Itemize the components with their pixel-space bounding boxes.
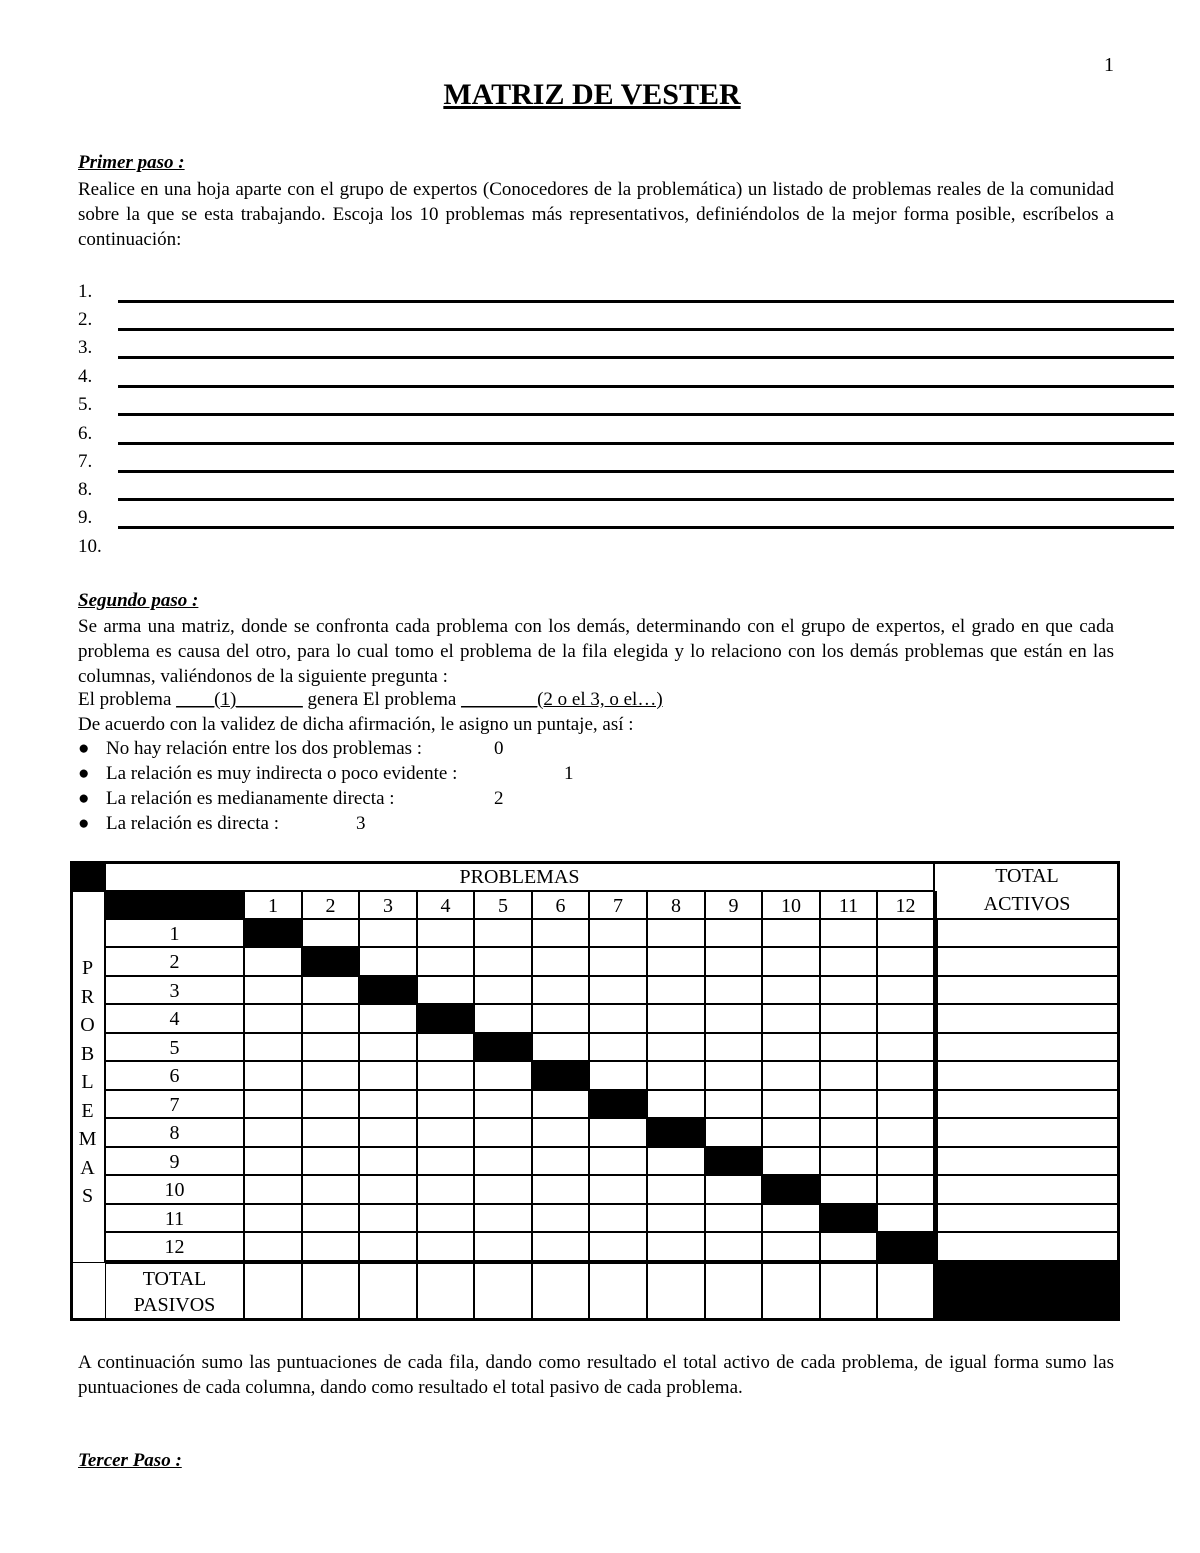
question-blank-2: ________(2 o el 3, o el…) [461,689,663,710]
bullet-icon: ● [78,788,90,809]
matrix-cell[interactable] [244,947,302,976]
matrix-cell[interactable] [244,1061,302,1090]
matrix-cell[interactable] [705,1033,762,1061]
matrix-cell[interactable] [589,1175,647,1204]
step1-heading: Primer paso : [78,152,185,173]
matrix-cell[interactable] [589,1033,647,1061]
column-header: 8 [647,891,705,919]
total-activo-cell[interactable] [937,1147,1120,1175]
matrix-cell[interactable] [762,1090,820,1118]
matrix-cell[interactable] [647,919,705,947]
diagonal-cell [474,1033,532,1061]
page-number: 1 [1104,54,1114,76]
total-corner-black [934,1261,1120,1321]
matrix-cell[interactable] [762,1118,820,1147]
matrix-cell[interactable] [359,919,417,947]
matrix-cell[interactable] [474,1061,532,1090]
row-separator [105,1089,934,1091]
column-header: 12 [877,891,934,919]
matrix-cell[interactable] [705,919,762,947]
matrix-cell[interactable] [705,947,762,976]
matrix-cell[interactable] [417,1175,474,1204]
matrix-cell[interactable] [244,1090,302,1118]
matrix-cell[interactable] [302,1004,359,1033]
total-activo-cell[interactable] [937,1232,1120,1261]
matrix-cell[interactable] [647,1204,705,1232]
problem-line-8[interactable] [118,498,1174,501]
total-activo-cell[interactable] [937,976,1120,1004]
problem-number-5: 5. [78,394,93,415]
side-letter: S [81,1185,94,1207]
matrix-cell[interactable] [647,1147,705,1175]
matrix-cell[interactable] [589,976,647,1004]
matrix-cell[interactable] [359,1033,417,1061]
problem-line-7[interactable] [118,470,1174,473]
matrix-cell[interactable] [820,1004,877,1033]
matrix-cell[interactable] [532,1090,589,1118]
matrix-cell[interactable] [647,1004,705,1033]
matrix-cell[interactable] [244,1033,302,1061]
diagonal-cell [532,1061,589,1090]
step1-text: Realice en una hoja aparte con el grupo de expertos (Conocedores de la problemática) un listado de problemas reales de la comunidad sobre la que se esta trabajando. Escoja los 10 problemas más representativos, definiéndolos de la mejor forma posible, escríbelos a continuación: [78,179,1114,250]
row-header: 5 [105,1033,244,1061]
total-pasivo-cell[interactable] [244,1261,302,1321]
matrix-cell[interactable] [359,1232,417,1261]
matrix-cell[interactable] [647,1033,705,1061]
side-letter: B [80,1042,95,1065]
matrix-cell[interactable] [877,919,934,947]
score-label: La relación es muy indirecta o poco evidente : [106,763,458,784]
column-header: 11 [820,891,877,919]
problem-number-8: 8. [78,479,93,500]
score-item [78,738,598,760]
total-pasivos-line1: TOTAL [142,1268,207,1290]
matrix-cell[interactable] [589,1061,647,1090]
column-header: 7 [589,891,647,919]
matrix-cell[interactable] [359,1090,417,1118]
problems-side-label [70,891,105,1263]
column-header: 3 [359,891,417,919]
matrix-cell[interactable] [474,1204,532,1232]
row-header: 9 [105,1147,244,1175]
matrix-cell[interactable] [417,1232,474,1261]
diagonal-cell [359,976,417,1004]
matrix-cell[interactable] [877,1147,934,1175]
problem-line-5[interactable] [118,413,1174,416]
total-pasivo-cell[interactable] [359,1261,417,1321]
diagonal-cell [820,1204,877,1232]
total-pasivos-header [105,1261,244,1321]
total-activos-line2: ACTIVOS [983,893,1071,915]
matrix-cell[interactable] [877,1175,934,1204]
matrix-cell[interactable] [589,1204,647,1232]
matrix-cell[interactable] [417,1147,474,1175]
problem-number-4: 4. [78,366,93,387]
total-activos-header [934,861,1120,919]
matrix-cell[interactable] [474,947,532,976]
total-activos-line1: TOTAL [995,865,1059,887]
matrix-cell[interactable] [877,976,934,1004]
score-intro: De acuerdo con la validez de dicha afirmación, le asigno un puntaje, así : [78,714,634,735]
matrix-cell[interactable] [532,976,589,1004]
matrix-cell[interactable] [762,1204,820,1232]
matrix-cell[interactable] [532,1004,589,1033]
matrix-cell[interactable] [302,1061,359,1090]
row-header: 12 [105,1232,244,1261]
matrix-cell[interactable] [705,1090,762,1118]
total-activo-cell[interactable] [937,1090,1120,1118]
matrix-cell[interactable] [820,1090,877,1118]
page-title: MATRIZ DE VESTER [443,78,741,111]
total-activo-cell[interactable] [937,1004,1120,1033]
matrix-cell[interactable] [532,1175,589,1204]
matrix-cell[interactable] [417,1090,474,1118]
matrix-cell[interactable] [820,1033,877,1061]
score-value: 3 [356,813,366,834]
matrix-cell[interactable] [244,1232,302,1261]
diagonal-cell [244,919,302,947]
question-middle: genera El problema [307,689,457,710]
total-pasivo-cell[interactable] [762,1261,820,1321]
step3-heading: Tercer Paso : [78,1450,182,1471]
matrix-cell[interactable] [647,1061,705,1090]
diagonal-cell [417,1004,474,1033]
matrix-cell[interactable] [359,1004,417,1033]
total-activo-cell[interactable] [937,1204,1120,1232]
matrix-cell[interactable] [877,1061,934,1090]
diagonal-cell [302,947,359,976]
matrix-cell[interactable] [877,1004,934,1033]
matrix-cell[interactable] [647,1175,705,1204]
matrix-cell[interactable] [647,947,705,976]
matrix-cell[interactable] [244,1118,302,1147]
matrix-cell[interactable] [589,919,647,947]
matrix-cell[interactable] [647,976,705,1004]
matrix-cell[interactable] [877,1033,934,1061]
matrix-cell[interactable] [820,976,877,1004]
matrix-cell[interactable] [474,919,532,947]
corner-black [70,861,105,891]
activos-separator [934,891,937,1261]
total-pasivo-cell[interactable] [532,1261,589,1321]
problems-header: PROBLEMAS [105,861,934,891]
matrix-cell[interactable] [417,947,474,976]
side-letter: R [80,985,95,1008]
side-letter: L [81,1071,94,1093]
matrix-cell[interactable] [359,1061,417,1090]
matrix-cell[interactable] [820,1147,877,1175]
total-activo-cell[interactable] [937,1175,1120,1204]
matrix-cell[interactable] [302,1033,359,1061]
row-header: 1 [105,919,244,947]
step2-heading: Segundo paso : [78,590,199,611]
matrix-cell[interactable] [762,976,820,1004]
total-activo-cell[interactable] [937,947,1120,976]
diagonal-cell [762,1175,820,1204]
problem-line-2[interactable] [118,328,1174,331]
matrix-cell[interactable] [532,1204,589,1232]
matrix-cell[interactable] [302,1232,359,1261]
row-header: 3 [105,976,244,1004]
total-pasivo-cell[interactable] [647,1261,705,1321]
problem-line-3[interactable] [118,356,1174,359]
matrix-cell[interactable] [705,1232,762,1261]
matrix-cell[interactable] [532,1118,589,1147]
matrix-cell[interactable] [417,1118,474,1147]
diagonal-cell [877,1232,934,1261]
matrix-cell[interactable] [244,976,302,1004]
matrix-cell[interactable] [762,1033,820,1061]
matrix-cell[interactable] [532,1232,589,1261]
matrix-cell[interactable] [532,919,589,947]
total-pasivo-cell[interactable] [417,1261,474,1321]
after-matrix-text: A continuación sumo las puntuaciones de cada fila, dando como resultado el total activo de cada problema, de igual forma sumo las puntuaciones de cada columna, dando como resultado el total pasivo de cada problema. [78,1352,1114,1398]
score-item [78,813,598,835]
matrix-cell[interactable] [417,1061,474,1090]
step2-text: Se arma una matriz, donde se confronta cada problema con los demás, determinando con el grupo de expertos, el grado en que cada problema es causa del otro, para lo cual tomo el problema de la fila elegida y lo relaciono con los demás problemas que están en las columnas, valiéndonos de la siguiente pregunta : [78,616,1114,687]
matrix-cell[interactable] [302,976,359,1004]
problem-number-6: 6. [78,423,93,444]
matrix-cell[interactable] [302,1204,359,1232]
matrix-cell[interactable] [647,1090,705,1118]
matrix-cell[interactable] [244,1175,302,1204]
column-header: 1 [244,891,302,919]
question-blank-1: ____(1)_______ [176,689,303,710]
matrix-cell[interactable] [474,976,532,1004]
matrix-cell[interactable] [417,1204,474,1232]
matrix-cell[interactable] [302,1147,359,1175]
bullet-icon: ● [78,738,90,759]
side-letter: M [78,1128,97,1150]
matrix-cell[interactable] [417,919,474,947]
matrix-cell[interactable] [589,1232,647,1261]
matrix-cell[interactable] [302,1118,359,1147]
problem-number-10: 10. [78,536,102,557]
matrix-cell[interactable] [705,1175,762,1204]
total-activo-cell[interactable] [937,919,1120,947]
matrix-cell[interactable] [474,1090,532,1118]
problem-line-9[interactable] [118,526,1174,529]
matrix-cell[interactable] [359,947,417,976]
total-pasivo-cell[interactable] [589,1261,647,1321]
total-activo-cell[interactable] [937,1118,1120,1147]
side-letter: A [80,1156,95,1179]
matrix-cell[interactable] [359,1118,417,1147]
matrix-cell[interactable] [244,1004,302,1033]
matrix-cell[interactable] [589,947,647,976]
matrix-cell[interactable] [474,1147,532,1175]
column-header: 9 [705,891,762,919]
total-pasivo-cell[interactable] [705,1261,762,1321]
score-label: La relación es medianamente directa : [106,788,395,809]
side-letter: P [81,957,94,979]
matrix-cell[interactable] [705,1004,762,1033]
problem-number-7: 7. [78,451,93,472]
matrix-cell[interactable] [705,976,762,1004]
problem-line-1[interactable] [118,300,1174,303]
row-header: 2 [105,947,244,976]
problem-number-1: 1. [78,281,93,302]
total-pasivo-cell[interactable] [302,1261,359,1321]
matrix-cell[interactable] [647,1232,705,1261]
matrix-cell[interactable] [589,1118,647,1147]
total-activo-cell[interactable] [937,1033,1120,1061]
matrix-cell[interactable] [589,1147,647,1175]
diagonal-cell [647,1118,705,1147]
matrix-cell[interactable] [820,1118,877,1147]
matrix-cell[interactable] [705,1061,762,1090]
bullet-icon: ● [78,763,90,784]
matrix-cell[interactable] [474,1118,532,1147]
matrix-cell[interactable] [302,1175,359,1204]
vester-matrix [70,861,1120,1321]
matrix-cell[interactable] [244,1204,302,1232]
matrix-cell[interactable] [589,1004,647,1033]
question-prefix: El problema [78,689,172,710]
matrix-cell[interactable] [705,1118,762,1147]
matrix-cell[interactable] [820,919,877,947]
matrix-cell[interactable] [820,947,877,976]
column-header: 5 [474,891,532,919]
matrix-cell[interactable] [762,919,820,947]
problem-number-9: 9. [78,507,93,528]
matrix-cell[interactable] [244,1147,302,1175]
total-pasivo-cell[interactable] [820,1261,877,1321]
pasivos-separator [105,1261,934,1264]
matrix-cell[interactable] [532,1147,589,1175]
row-header: 8 [105,1118,244,1147]
row-header: 10 [105,1175,244,1204]
matrix-cell[interactable] [877,1118,934,1147]
score-label: La relación es directa : [106,813,280,834]
problem-number-3: 3. [78,337,93,358]
score-item [78,763,598,785]
matrix-cell[interactable] [877,1090,934,1118]
matrix-cell[interactable] [820,1175,877,1204]
matrix-cell[interactable] [359,1147,417,1175]
problem-line-4[interactable] [118,385,1174,388]
matrix-cell[interactable] [820,1061,877,1090]
row-header: 6 [105,1061,244,1090]
problem-line-6[interactable] [118,442,1174,445]
matrix-cell[interactable] [474,1004,532,1033]
matrix-cell[interactable] [762,947,820,976]
matrix-cell[interactable] [302,919,359,947]
problem-number-2: 2. [78,309,93,330]
column-header: 6 [532,891,589,919]
matrix-cell[interactable] [532,947,589,976]
matrix-cell[interactable] [474,1232,532,1261]
total-pasivos-line2: PASIVOS [133,1294,216,1316]
matrix-cell[interactable] [877,1204,934,1232]
side-letter: O [80,1014,95,1036]
matrix-cell[interactable] [762,1004,820,1033]
diagonal-cell [705,1147,762,1175]
matrix-cell[interactable] [359,1204,417,1232]
matrix-cell[interactable] [877,947,934,976]
matrix-cell[interactable] [762,1232,820,1261]
row-header: 11 [105,1204,244,1232]
total-pasivo-cell[interactable] [877,1261,934,1321]
matrix-cell[interactable] [417,976,474,1004]
side-letter: E [81,1099,94,1122]
matrix-cell[interactable] [762,1061,820,1090]
matrix-cell[interactable] [359,1175,417,1204]
matrix-cell[interactable] [762,1147,820,1175]
row-header: 7 [105,1090,244,1118]
row-header: 4 [105,1004,244,1033]
total-activo-cell[interactable] [937,1061,1120,1090]
score-label: No hay relación entre los dos problemas : [106,738,423,759]
column-header: 4 [417,891,474,919]
question-line [78,689,663,711]
score-value: 0 [494,738,504,759]
matrix-cell[interactable] [820,1232,877,1261]
row-label-header-black [105,891,244,919]
bullet-icon: ● [78,813,90,834]
diagonal-cell [589,1090,647,1118]
matrix-cell[interactable] [474,1175,532,1204]
matrix-cell[interactable] [417,1033,474,1061]
score-value: 2 [494,788,504,809]
score-item [78,788,598,810]
score-value: 1 [564,763,574,784]
matrix-cell[interactable] [705,1204,762,1232]
matrix-cell[interactable] [532,1033,589,1061]
column-header: 10 [762,891,820,919]
column-header: 2 [302,891,359,919]
total-pasivo-cell[interactable] [474,1261,532,1321]
matrix-cell[interactable] [302,1090,359,1118]
